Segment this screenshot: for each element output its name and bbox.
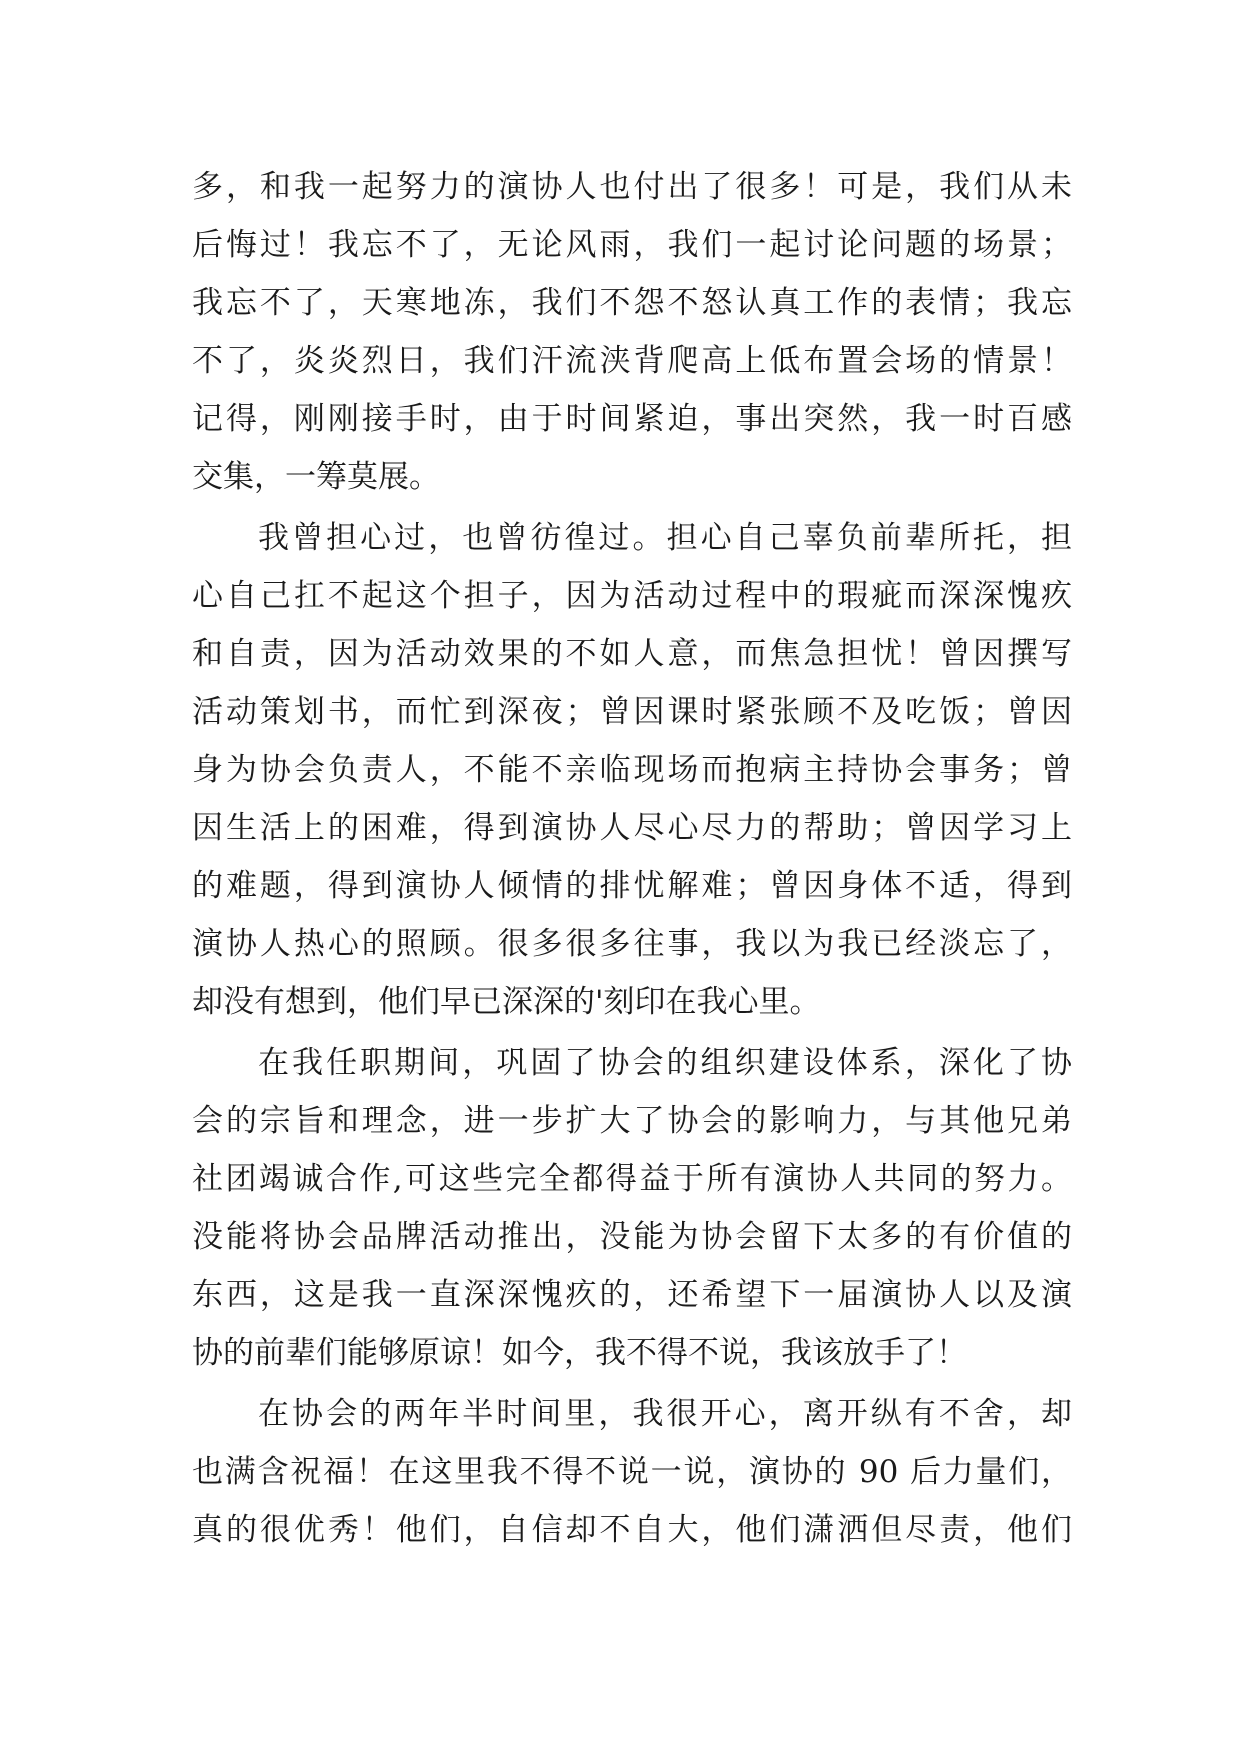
paragraph-4 — [192, 1385, 1072, 1559]
paragraph-line: 因生活上的困难，得到演协人尽心尽力的帮助；曾因学习上 — [192, 810, 1072, 846]
paragraph-line: 真的很优秀！他们，自信却不自大，他们潇洒但尽责，他们 — [192, 1512, 1072, 1548]
paragraph-line: 在我任职期间，巩固了协会的组织建设体系，深化了协 — [258, 1045, 1072, 1081]
paragraph-line: 不了，炎炎烈日，我们汗流浃背爬高上低布置会场的情景！ — [192, 343, 1072, 379]
paragraph-line: 却没有想到，他们早已深深的'刻印在我心里。 — [192, 984, 821, 1020]
paragraph-line: 心自己扛不起这个担子，因为活动过程中的瑕疵而深深愧疚 — [192, 578, 1072, 614]
paragraph-line: 我忘不了，天寒地冻，我们不怨不怒认真工作的表情；我忘 — [192, 285, 1072, 321]
paragraph-line: 交集，一筹莫展。 — [192, 459, 440, 495]
paragraph-line: 没能将协会品牌活动推出，没能为协会留下太多的有价值的 — [192, 1219, 1072, 1255]
paragraph-line: 会的宗旨和理念，进一步扩大了协会的影响力，与其他兄弟 — [192, 1103, 1072, 1139]
paragraph-2 — [192, 509, 1072, 1031]
paragraph-line: 活动策划书，而忙到深夜；曾因课时紧张顾不及吃饭；曾因 — [192, 694, 1072, 730]
paragraph-line: 东西，这是我一直深深愧疚的，还希望下一届演协人以及演 — [192, 1277, 1072, 1313]
paragraph-3 — [192, 1034, 1072, 1382]
paragraph-line: 和自责，因为活动效果的不如人意，而焦急担忧！曾因撰写 — [192, 636, 1072, 672]
paragraph-line: 的难题，得到演协人倾情的排忧解难；曾因身体不适，得到 — [192, 868, 1072, 904]
paragraph-line: 在协会的两年半时间里，我很开心，离开纵有不舍，却 — [258, 1396, 1072, 1432]
paragraph-line: 社团竭诚合作,可这些完全都得益于所有演协人共同的努力。 — [192, 1161, 1072, 1197]
paragraph-line: 我曾担心过，也曾彷徨过。担心自己辜负前辈所托，担 — [258, 520, 1072, 556]
paragraph-line: 身为协会负责人，不能不亲临现场而抱病主持协会事务；曾 — [192, 752, 1072, 788]
paragraph-line: 记得，刚刚接手时，由于时间紧迫，事出突然，我一时百感 — [192, 401, 1072, 437]
paragraph-1 — [192, 158, 1072, 506]
document-body — [192, 158, 1072, 1559]
paragraph-line: 多，和我一起努力的演协人也付出了很多！可是，我们从未 — [192, 169, 1072, 205]
paragraph-line: 演协人热心的照顾。很多很多往事，我以为我已经淡忘了， — [192, 926, 1072, 962]
paragraph-line: 后悔过！我忘不了，无论风雨，我们一起讨论问题的场景； — [192, 227, 1072, 263]
paragraph-line: 也满含祝福！在这里我不得不说一说，演协的 90 后力量们， — [192, 1454, 1072, 1490]
paragraph-line: 协的前辈们能够原谅！如今，我不得不说，我该放手了！ — [192, 1335, 967, 1371]
